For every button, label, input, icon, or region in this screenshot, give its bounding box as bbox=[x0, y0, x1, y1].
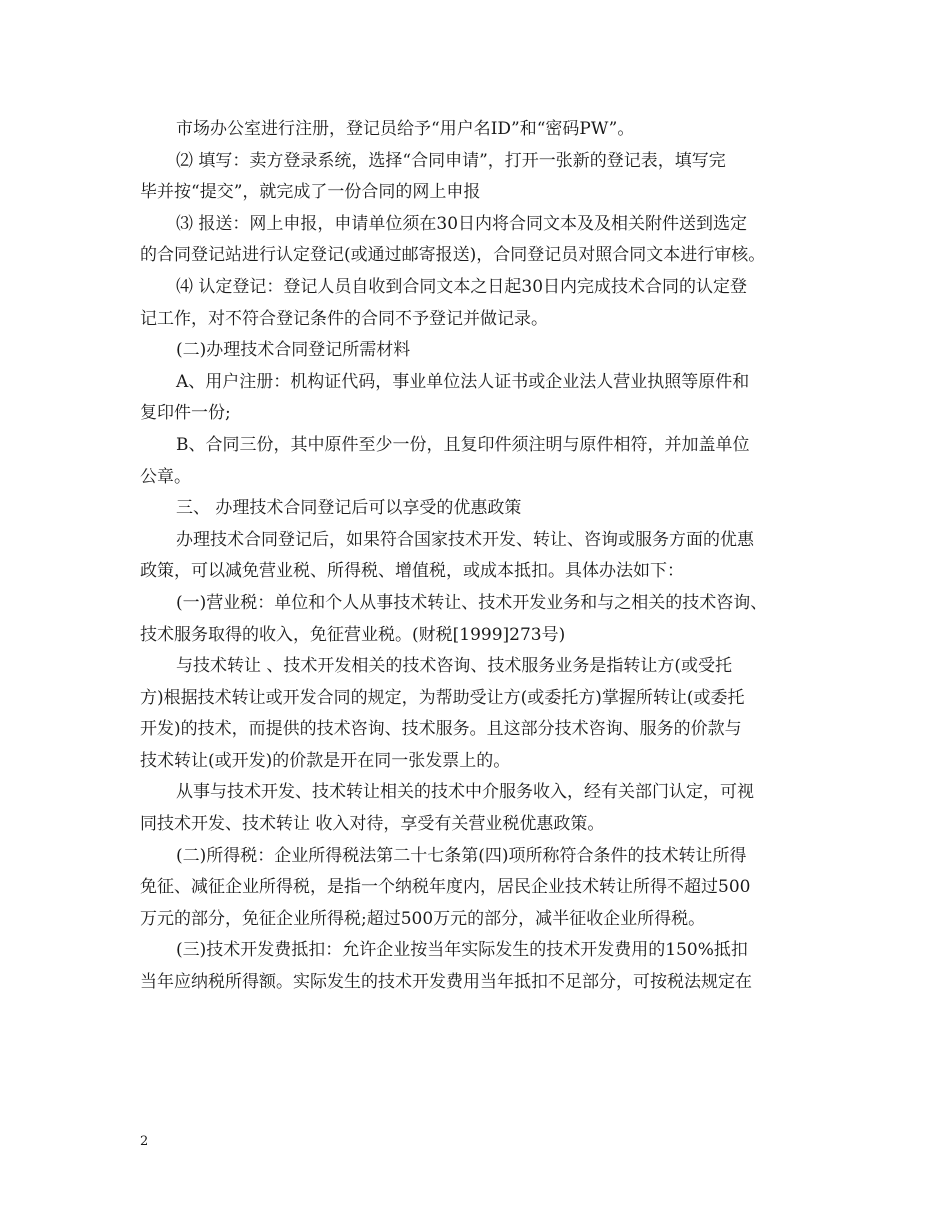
paragraph-line: 技术转让(或开发)的价款是开在同一张发票上的。 bbox=[140, 750, 511, 771]
paragraph-line: 的合同登记站进行认定登记(或通过邮寄报送)，合同登记员对照合同文本进行审核。 bbox=[140, 245, 766, 266]
paragraph-line: ⑵ 填写：卖方登录系统，选择“合同申请”，打开一张新的登记表，填写完 bbox=[176, 150, 726, 171]
paragraph-line: 免征、减征企业所得税，是指一个纳税年度内，居民企业技术转让所得不超过500 bbox=[140, 877, 751, 898]
paragraph-line: 开发)的技术，而提供的技术咨询、技术服务。且这部分技术咨询、服务的价款与 bbox=[140, 719, 742, 740]
document-body bbox=[140, 114, 820, 999]
paragraph-line: (二)所得税：企业所得税法第二十七条第(四)项所称符合条件的技术转让所得 bbox=[176, 845, 747, 866]
page-number: 2 bbox=[140, 1134, 149, 1149]
paragraph-line: 从事与技术开发、技术转让相关的技术中介服务收入，经有关部门认定，可视 bbox=[176, 782, 754, 803]
paragraph-line: 技术服务取得的收入，免征营业税。(财税[1999]273号) bbox=[140, 624, 566, 645]
paragraph-line: 万元的部分，免征企业所得税;超过500万元的部分，减半征收企业所得税。 bbox=[140, 908, 706, 929]
paragraph-line: (一)营业税：单位和个人从事技术转让、技术开发业务和与之相关的技术咨询、 bbox=[176, 592, 768, 613]
section-heading: 三、 办理技术合同登记后可以享受的优惠政策 bbox=[176, 498, 522, 519]
paragraph-line: 记工作，对不符合登记条件的合同不予登记并做记录。 bbox=[140, 308, 548, 329]
paragraph-line: ⑷ 认定登记：登记人员自收到合同文本之日起30日内完成技术合同的认定登 bbox=[176, 276, 748, 297]
paragraph-line: 政策，可以减免营业税、所得税、增值税，或成本抵扣。具体办法如下： bbox=[140, 561, 684, 582]
paragraph-line: 复印件一份; bbox=[140, 403, 231, 424]
paragraph-line: 方)根据技术转让或开发合同的规定，为帮助受让方(或委托方)掌握所转让(或委托 bbox=[140, 687, 745, 708]
paragraph-line: (三)技术开发费抵扣：允许企业按当年实际发生的技术开发费用的150%抵扣 bbox=[176, 940, 748, 961]
paragraph-line: 办理技术合同登记后，如果符合国家技术开发、转让、咨询或服务方面的优惠 bbox=[176, 529, 754, 550]
paragraph-line: 同技术开发、技术转让 收入对待，享受有关营业税优惠政策。 bbox=[140, 814, 605, 835]
paragraph-line: 公章。 bbox=[140, 466, 191, 487]
paragraph-line: 当年应纳税所得额。实际发生的技术开发费用当年抵扣不足部分，可按税法规定在 bbox=[140, 972, 752, 993]
section-heading: (二)办理技术合同登记所需材料 bbox=[176, 340, 411, 361]
paragraph-line: 市场办公室进行注册，登记员给予“用户名ID”和“密码PW”。 bbox=[176, 119, 635, 139]
paragraph-line: B、合同三份，其中原件至少一份，且复印件须注明与原件相符，并加盖单位 bbox=[176, 434, 750, 455]
paragraph-line: ⑶ 报送：网上申报，申请单位须在30日内将合同文本及及相关附件送到选定 bbox=[176, 213, 748, 234]
paragraph-line: 与技术转让 、技术开发相关的技术咨询、技术服务业务是指转让方(或受托 bbox=[176, 656, 733, 677]
paragraph-line: 毕并按“提交”，就完成了一份合同的网上申报 bbox=[140, 182, 481, 203]
paragraph-line: A、用户注册：机构证代码，事业单位法人证书或企业法人营业执照等原件和 bbox=[176, 371, 750, 392]
